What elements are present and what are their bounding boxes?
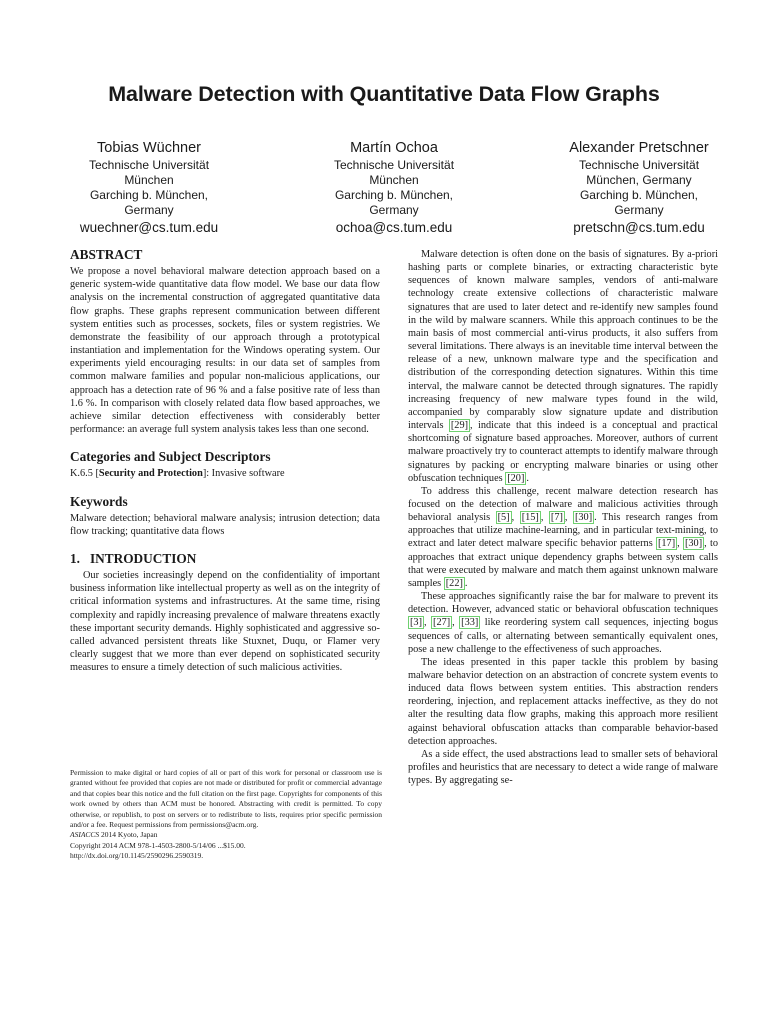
copyright-line: Copyright 2014 ACM 978-1-4503-2800-5/14/06 ...$15.00. xyxy=(70,840,246,850)
author-email: ochoa@cs.tum.edu xyxy=(335,220,453,235)
paragraph-text: . xyxy=(464,577,468,589)
author-affiliation: München xyxy=(124,173,174,187)
paragraph-text: . This research ranges from approaches that utilize machine-learning, and in particular text-mining, to extract and later detect malware specific behavior patterns xyxy=(408,512,718,550)
author-affiliation: Garching b. München, xyxy=(334,188,454,202)
citation-link[interactable]: [20] xyxy=(507,472,525,484)
categories-heading: Categories and Subject Descriptors xyxy=(70,449,271,465)
author-name: Martín Ochoa xyxy=(350,140,438,156)
citation-link[interactable]: [17] xyxy=(657,538,676,550)
separator: , xyxy=(564,512,573,524)
intro-paragraph: Our societies increasingly depend on the confidentiality of important business information like intellectual property as well as on the integrity of critical information systems and infrastructures. At the same time, rising complexity and rapidly increasing prevalence of malware threatens exactly these important security demands. Highly sophisticated and aggressive so-called advanced persistent threats like Stuxnet, Duqu, or Flamer very clearly suggest that we more than ever depend on sophisticated security measures to ensure a timely detection of such malicious activities. xyxy=(70,570,380,674)
body-paragraph: As a side effect, the used abstractions lead to smaller sets of behavioral profiles and heuristics that are necessary to detect a wide range of malware types. By aggregating se- xyxy=(408,748,718,787)
doi-link[interactable]: http://dx.doi.org/10.1145/2590296.2590319. xyxy=(70,851,204,861)
citation-link[interactable]: [22] xyxy=(445,577,463,589)
body-paragraph xyxy=(408,485,718,590)
author-name: Tobias Wüchner xyxy=(97,140,201,156)
abstract-text: We propose a novel behavioral malware detection approach based on a generic system-wide quantitative data flow model. We base our data flow analysis on the incremental construction of aggregated quantitative data flow graphs. These graphs represent communication between different system entities such as processes, sockets, files or system registries. We demonstrate the feasibility of our approach through a prototypical instantiation and implementation for the Windows operating system. Our experiments yield encouraging results: in our data set of samples from common malware families and popular non-malicious applications, our approach has a detection rate of 96 % and a false positive rate of less than 1.6 %. In comparison with closely related data flow based approaches, we achieve similar detection effectiveness with considerably better performance: an average full system analysis takes less than one second. xyxy=(70,266,380,436)
author-affiliation: Technische Universität xyxy=(578,158,700,172)
categories-bold: Security and Protection xyxy=(98,468,203,480)
author-affiliation: Garching b. München, xyxy=(89,188,209,202)
author-affiliation: Technische Universität xyxy=(88,158,210,172)
body-paragraph: The ideas presented in this paper tackle this problem by basing malware behavior detection on an abstraction of concrete system events to induced data flows between system entities. This abstraction renders reordering, injection, and replacement attacks ineffective, as they do not alter the resulting data flow graphs, making this approach more resilient against behavioral obfuscation attacks than comparable behavior-based detection approaches. xyxy=(408,656,718,747)
paragraph-text: Malware detection is often done on the basis of signatures. By a-priori hashing parts or complete binaries, or extracting characteristic byte sequences of known malware samples, vendors of anti-malware technology create extensive collections of characteristic malware signatures that are used to later detect and re-identify new samples found in the wild by malware scanners. While this approach continues to be the main basis of most commercial anti-virus products, it also suffers from several limitations. There always is an inevitable time interval between the release of a new, unknown malware type and the specification and distribution of the corresponding detection signatures. Within this time interval, the malware cannot be detected through signatures. The rapidly increasing frequency of new malware types found in the wild, accompanied by comparably slow signature update and distribution intervals xyxy=(408,249,718,432)
introduction-heading: 1. INTRODUCTION xyxy=(70,550,197,566)
separator: , xyxy=(452,617,460,629)
acm-permission-notice xyxy=(70,768,382,862)
author-affiliation: Germany xyxy=(369,203,419,217)
author-3 xyxy=(554,140,724,235)
categories-text xyxy=(70,467,380,480)
paper-title: Malware Detection with Quantitative Data Flow Graphs xyxy=(108,82,660,106)
author-block xyxy=(64,140,724,235)
body-paragraph xyxy=(408,248,718,485)
separator: , xyxy=(677,538,683,550)
paragraph-text: . xyxy=(526,472,529,484)
separator: , xyxy=(424,617,432,629)
citation-link[interactable]: [27] xyxy=(433,617,451,629)
author-affiliation: Germany xyxy=(124,203,174,217)
right-column xyxy=(408,248,718,787)
paragraph-text: , indicate that this indeed is a conceptual and practical shortcoming of signature based approaches. Moreover, authors of current malware proactively try to counteract attempts to identify malware through signatures by packing or encrypting malware binaries or using other obfuscation techniques xyxy=(408,420,718,484)
conference-location: 2014 Kyoto, Japan xyxy=(99,830,158,840)
author-affiliation: Germany xyxy=(614,203,664,217)
conference-name: ASIACCS xyxy=(70,830,100,840)
paragraph-text: To address this challenge, recent malware detection research has focused on the detection of malware and malicious activities through behavioral analysis xyxy=(408,485,718,524)
body-paragraph xyxy=(408,590,718,656)
permission-text: Permission to make digital or hard copies of all or part of this work for personal or classroom use is granted without fee provided that copies are not made or distributed for profit or commercial advantage and that copies bear this notice and the full citation on the first page. Copyrights for components of this work owned by others than ACM must be honored. Abstracting with credit is permitted. To copy otherwise, or republish, to post on servers or to redistribute to lists, requires prior specific permission and/or a fee. Request permissions from permissions@acm.org. xyxy=(70,768,382,830)
keywords-heading: Keywords xyxy=(70,493,128,509)
paragraph-text: , to approaches that extract unique dependency graphs between system calls that were executed by malware and match them against unknown malware samples xyxy=(408,538,718,589)
citation-link[interactable]: [5] xyxy=(497,512,510,524)
citation-link[interactable]: [3] xyxy=(410,617,423,629)
separator: , xyxy=(540,512,549,524)
author-email: pretschn@cs.tum.edu xyxy=(573,220,705,235)
abstract-heading: ABSTRACT xyxy=(70,247,143,262)
author-affiliation: München, Germany xyxy=(586,173,692,187)
categories-suffix: ]: Invasive software xyxy=(202,468,285,480)
citation-link[interactable]: [29] xyxy=(450,420,469,432)
author-affiliation: München xyxy=(369,173,419,187)
author-name: Alexander Pretschner xyxy=(569,140,709,156)
author-affiliation: Technische Universität xyxy=(333,158,455,172)
categories-prefix: K.6.5 [ xyxy=(70,468,99,480)
paragraph-text: These approaches significantly raise the bar for malware to prevent its detection. However, advanced static or behavioral obfuscation techniques xyxy=(408,591,718,616)
author-2 xyxy=(309,140,479,235)
citation-link[interactable]: [30] xyxy=(574,512,593,524)
left-column xyxy=(70,248,380,674)
separator: , xyxy=(511,512,520,524)
citation-link[interactable]: [30] xyxy=(684,538,703,550)
author-email: wuechner@cs.tum.edu xyxy=(79,220,219,235)
paragraph-text: like reordering system call sequences, injecting bogus sequences of calls, or alternating between semantically equivalent ones, pose a new challenge to the effectiveness of such approaches. xyxy=(408,617,718,655)
keywords-text: Malware detection; behavioral malware analysis; intrusion detection; data flow tracking; quantitative data flows xyxy=(70,512,380,537)
citation-link[interactable]: [15] xyxy=(521,512,539,524)
author-affiliation: Garching b. München, xyxy=(579,188,699,202)
citation-link[interactable]: [33] xyxy=(461,617,479,629)
author-1 xyxy=(64,140,234,235)
conference-line xyxy=(70,830,382,840)
citation-link[interactable]: [7] xyxy=(550,512,563,524)
